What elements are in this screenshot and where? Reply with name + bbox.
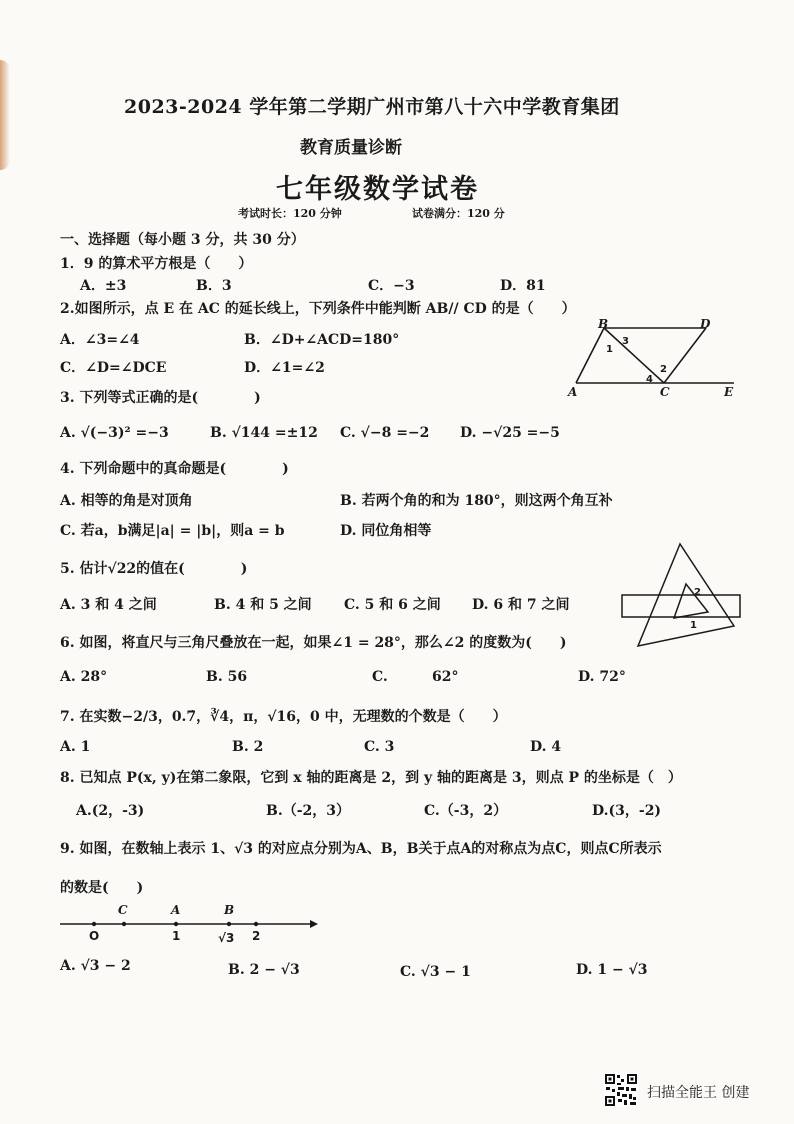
line-ab	[576, 328, 604, 383]
question-5-option-b: B. 4 和 5 之间	[214, 597, 312, 613]
question-6-option-b: B. 56	[206, 669, 248, 685]
question-9-option-b: B. 2 − √3	[228, 962, 300, 978]
question-8-option-c: C.（-3，2）	[424, 803, 508, 819]
figure-question-9-number-line	[56, 900, 320, 948]
figure-question-2	[564, 316, 748, 402]
exam-title-main: 七年级数学试卷	[276, 174, 479, 205]
question-9-option-d: D. 1 − √3	[576, 962, 648, 978]
tick-0: O	[89, 929, 100, 943]
triangle-ruler-inner	[674, 584, 708, 618]
point-o	[92, 922, 96, 926]
number-line-arrow	[310, 920, 318, 928]
question-3-option-b: B. √144 =±12	[210, 425, 318, 441]
question-1-stem: 1．9 的算术平方根是（ ）	[60, 256, 253, 272]
question-3-option-a: A. √(−3)² =−3	[60, 425, 169, 441]
question-1-option-b: B．3	[196, 278, 232, 294]
section-title: 一、选择题（每小题 3 分，共 30 分）	[60, 232, 305, 248]
question-1-option-c: C．−3	[368, 278, 415, 294]
point-b	[227, 922, 231, 926]
question-7-option-b: B. 2	[232, 739, 264, 755]
question-5-option-d: D. 6 和 7 之间	[472, 597, 570, 613]
line-bc	[604, 328, 664, 383]
exam-title-line1: 2023-2024 学年第二学期广州市第八十六中学教育集团	[124, 96, 620, 118]
question-4-option-a: A. 相等的角是对顶角	[60, 493, 193, 509]
exam-time: 考试时长：120 分钟	[238, 207, 342, 220]
question-8-option-d: D.(3，-2)	[592, 803, 662, 819]
question-8-option-b: B.（-2，3）	[266, 803, 350, 819]
question-7-stem: 7. 在实数−2/3，0.7̇，∛4，π，√16，0 中，无理数的个数是（ ）	[60, 709, 507, 725]
exam-score: 试卷满分：120 分	[412, 207, 505, 220]
exam-title-line2: 教育质量诊断	[300, 138, 402, 158]
point-2	[254, 922, 258, 926]
question-6-option-c: C.	[372, 669, 388, 685]
point-a	[174, 922, 178, 926]
question-4-option-c: C. 若a，b满足|a| = |b|，则a = b	[60, 523, 285, 539]
question-6-option-c-value: 62°	[432, 669, 459, 685]
question-2-option-a: A．∠3=∠4	[60, 332, 140, 348]
scanner-watermark: 扫描全能王 创建	[647, 1085, 750, 1101]
angle-2-label: 2	[694, 587, 701, 598]
question-1-option-a: A．±3	[80, 278, 127, 294]
question-7-option-a: A. 1	[60, 739, 91, 755]
label-b: B	[598, 317, 609, 331]
question-4-option-d: D. 同位角相等	[340, 523, 432, 539]
question-5-stem: 5. 估计√22的值在( )	[60, 561, 248, 577]
question-2-option-c: C．∠D=∠DCE	[60, 360, 167, 376]
tick-sqrt3: √3	[218, 931, 235, 945]
question-8-option-a: A.(2，-3)	[76, 803, 145, 819]
question-5-option-c: C. 5 和 6 之间	[344, 597, 441, 613]
question-8-stem: 8. 已知点 P(x, y)在第二象限，它到 x 轴的距离是 2，到 y 轴的距离是 3，则点 P 的坐标是（ ）	[60, 770, 682, 786]
label-c: C	[118, 903, 128, 917]
question-3-stem: 3. 下列等式正确的是( )	[60, 390, 261, 406]
question-9-option-a: A. √3 − 2	[60, 958, 131, 974]
angle-2: 2	[660, 364, 667, 375]
label-a: A	[568, 385, 578, 399]
tick-1: 1	[172, 929, 181, 943]
label-d: D	[700, 317, 711, 331]
line-cd	[664, 328, 706, 383]
question-2-option-b: B．∠D+∠ACD=180°	[244, 332, 400, 348]
figure-question-6	[616, 540, 746, 650]
question-9-option-c: C. √3 − 1	[400, 964, 471, 980]
label-b: B	[224, 903, 235, 917]
question-2-stem: 2.如图所示，点 E 在 AC 的延长线上，下列条件中能判断 AB// CD 的是（ ）	[60, 301, 576, 317]
question-9-stem-line2: 的数是( )	[60, 880, 144, 896]
question-4-stem: 4. 下列命题中的真命题是( )	[60, 461, 289, 477]
question-4-option-b: B. 若两个角的和为 180°，则这两个角互补	[340, 493, 613, 509]
question-7-option-d: D. 4	[530, 739, 562, 755]
question-6-stem: 6. 如图，将直尺与三角尺叠放在一起，如果∠1 = 28°，那么∠2 的度数为( )	[60, 635, 567, 651]
question-6-option-a: A. 28°	[60, 669, 108, 685]
angle-3: 3	[622, 336, 629, 347]
page-edge-shadow	[0, 60, 10, 170]
question-9-stem-line1: 9. 如图，在数轴上表示 1、√3 的对应点分别为A、B，B关于点A的对称点为点C，则点C所表示	[60, 841, 662, 857]
label-e: E	[724, 385, 734, 399]
label-a: A	[171, 903, 181, 917]
angle-1-label: 1	[690, 620, 697, 631]
question-6-option-d: D. 72°	[578, 669, 626, 685]
question-7-option-c: C. 3	[364, 739, 395, 755]
question-1-option-d: D．81	[500, 278, 546, 294]
point-c	[122, 922, 126, 926]
question-2-option-d: D．∠1=∠2	[244, 360, 325, 376]
tick-2: 2	[252, 929, 261, 943]
label-c: C	[660, 385, 670, 399]
qr-code-icon	[604, 1073, 638, 1107]
question-5-option-a: A. 3 和 4 之间	[60, 597, 157, 613]
question-3-option-d: D. −√25 =−5	[460, 425, 560, 441]
angle-1: 1	[606, 344, 613, 355]
angle-4: 4	[646, 374, 653, 385]
question-3-option-c: C. √−8 =−2	[340, 425, 430, 441]
